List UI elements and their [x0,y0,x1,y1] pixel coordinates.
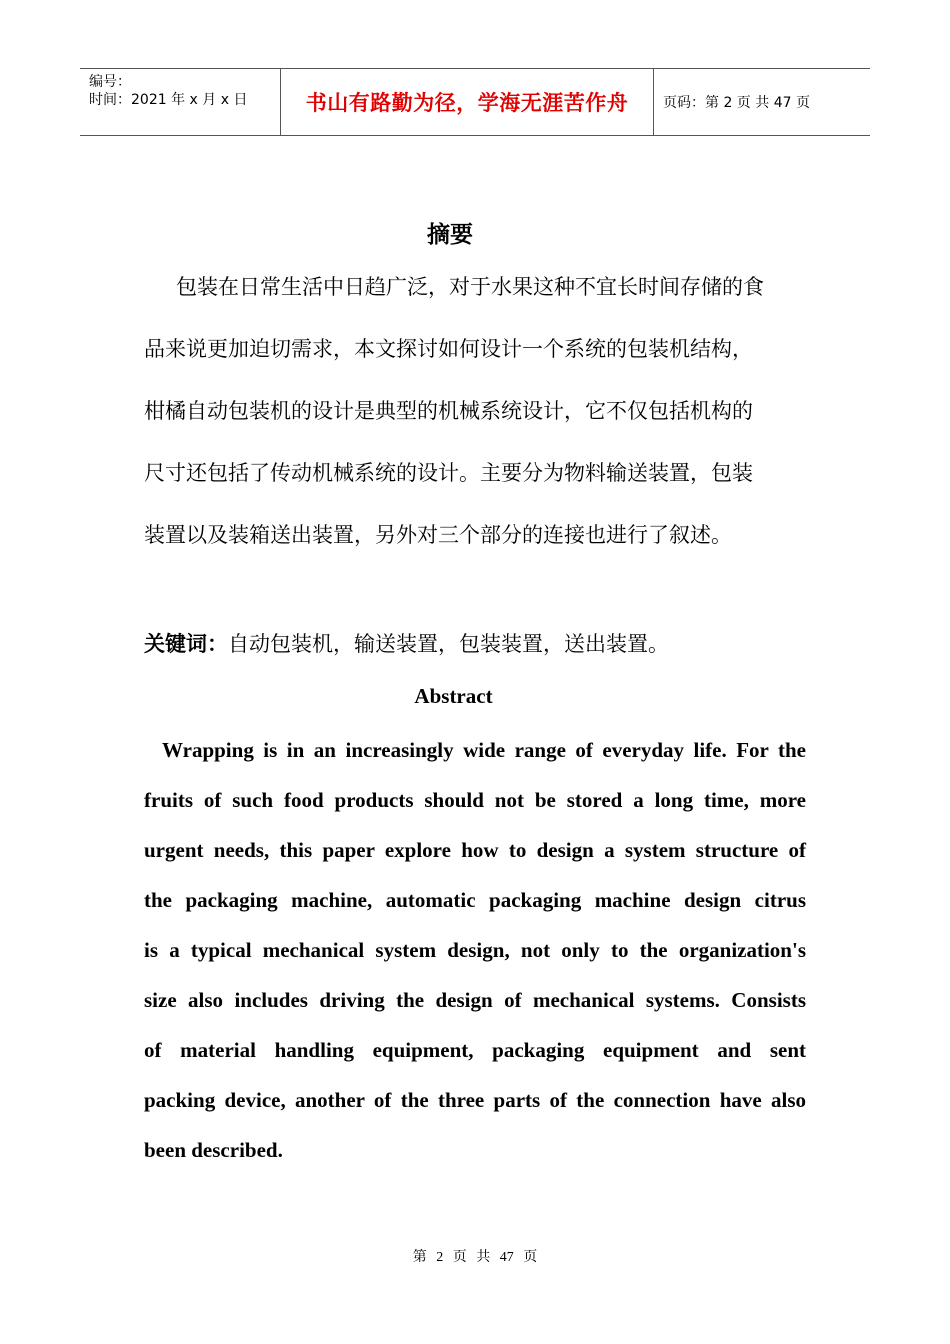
abstract-en-line: is a typical mechanical system design, not only to the organization's [144,938,806,962]
abstract-cn-paragraph [144,256,806,566]
header-page-cell [654,69,870,135]
abstract-en-line: urgent needs, this paper explore how to design a system structure of [144,838,806,862]
header-meta-cell [80,69,281,135]
abstract-cn-line: 柑橘自动包装机的设计是典型的机械系统设计，它不仅包括机构的 [144,399,753,423]
keywords-label: 关键词： [144,632,228,656]
document-date-label: 时间：2021 年 x 月 x 日 [89,92,248,108]
header-motto-cell [281,69,654,135]
abstract-en-line: fruits of such food products should not be stored a long time, more [144,788,806,812]
abstract-cn-line: 品来说更加迫切需求，本文探讨如何设计一个系统的包装机结构， [144,337,753,361]
abstract-en-line: been described. [144,1138,283,1162]
header-page-info: 页码：第 2 页 共 47 页 [663,95,810,111]
abstract-cn-line: 包装在日常生活中日趋广泛，对于水果这种不宜长时间存储的食 [176,275,764,299]
abstract-en-paragraph [144,725,806,1175]
header-motto: 书山有路勤为径，学海无涯苦作舟 [305,91,629,115]
abstract-en-line: size also includes driving the design of mechanical systems. Consists [144,988,806,1012]
abstract-en-line: Wrapping is in an increasingly wide range of everyday life. For the [162,738,806,762]
page-footer: 第 2 页 共 47 页 [412,1250,538,1265]
abstract-cn-line: 尺寸还包括了传动机械系统的设计。主要分为物料输送装置，包装 [144,461,753,485]
keywords-line [144,624,806,664]
abstract-en-title: Abstract [414,684,493,708]
abstract-en-line: packing device, another of the three parts of the connection have also [144,1088,806,1112]
abstract-en-line: of material handling equipment, packaging equipment and sent [144,1038,806,1062]
page-header [80,68,870,136]
abstract-en-line: the packaging machine, automatic packaging machine design citrus [144,888,806,912]
document-number-label: 编号： [89,74,131,90]
abstract-cn-title: 摘要 [427,222,473,248]
keywords-text: 自动包装机，输送装置，包装装置，送出装置。 [228,632,669,656]
abstract-cn-line: 装置以及装箱送出装置，另外对三个部分的连接也进行了叙述。 [144,523,732,547]
